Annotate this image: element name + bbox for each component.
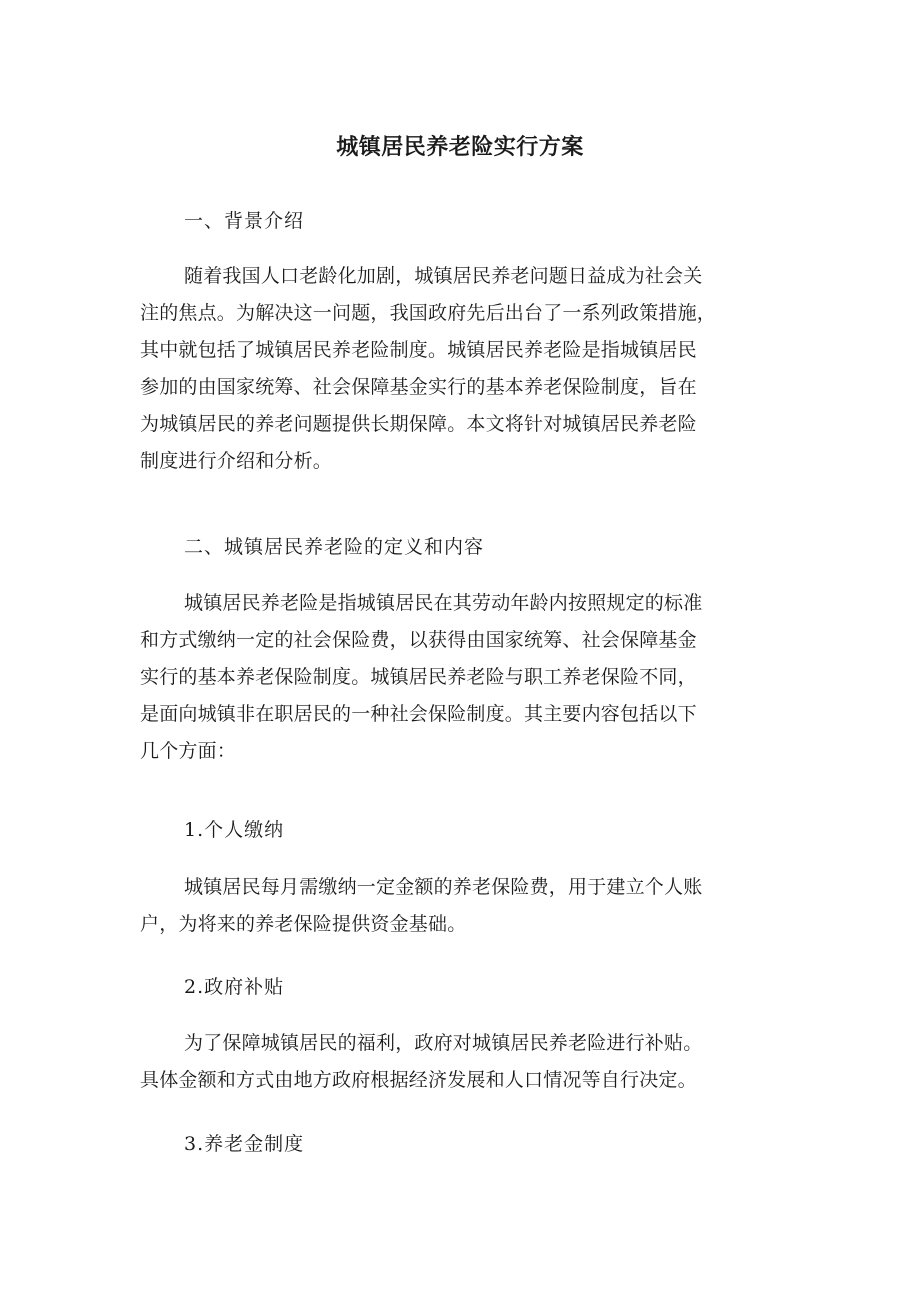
item-heading-government-subsidy: 2.政府补贴	[184, 976, 285, 998]
paragraph-line: 随着我国人口老龄化加剧，城镇居民养老问题日益成为社会关	[184, 265, 703, 287]
section-heading-definition: 二、城镇居民养老险的定义和内容	[184, 536, 485, 558]
paragraph-line: 城镇居民养老险是指城镇居民在其劳动年龄内按照规定的标准	[184, 592, 703, 614]
paragraph-government-subsidy	[140, 1025, 800, 1099]
paragraph-line: 注的焦点。为解决这一问题，我国政府先后出台了一系列政策措施，	[140, 302, 717, 324]
item-heading-pension-system: 3.养老金制度	[184, 1133, 305, 1155]
paragraph-line: 城镇居民每月需缴纳一定金额的养老保险费，用于建立个人账	[184, 876, 703, 898]
paragraph-line: 制度进行介绍和分析。	[140, 450, 333, 472]
paragraph-definition	[140, 585, 800, 770]
paragraph-line: 具体金额和方式由地方政府根据经济发展和人口情况等自行决定。	[140, 1069, 697, 1091]
paragraph-line: 为了保障城镇居民的福利，政府对城镇居民养老险进行补贴。	[184, 1032, 703, 1054]
paragraph-line: 参加的由国家统筹、社会保障基金实行的基本养老保险制度，旨在	[140, 376, 697, 398]
document-title: 城镇居民养老险实行方案	[336, 135, 584, 160]
paragraph-line: 和方式缴纳一定的社会保险费，以获得由国家统筹、社会保障基金	[140, 629, 697, 651]
paragraph-line: 实行的基本养老保险制度。城镇居民养老险与职工养老保险不同，	[140, 666, 697, 688]
section-heading-background: 一、背景介绍	[184, 210, 305, 232]
paragraph-line: 是面向城镇非在职居民的一种社会保险制度。其主要内容包括以下	[140, 703, 697, 725]
paragraph-line: 为城镇居民的养老问题提供长期保障。本文将针对城镇居民养老险	[140, 413, 697, 435]
paragraph-background	[140, 258, 800, 480]
item-heading-personal-payment: 1.个人缴纳	[184, 819, 285, 841]
paragraph-line: 户，为将来的养老保险提供资金基础。	[140, 913, 467, 935]
paragraph-personal-payment	[140, 869, 800, 943]
paragraph-line: 其中就包括了城镇居民养老险制度。城镇居民养老险是指城镇居民	[140, 339, 697, 361]
paragraph-line: 几个方面：	[140, 740, 237, 762]
